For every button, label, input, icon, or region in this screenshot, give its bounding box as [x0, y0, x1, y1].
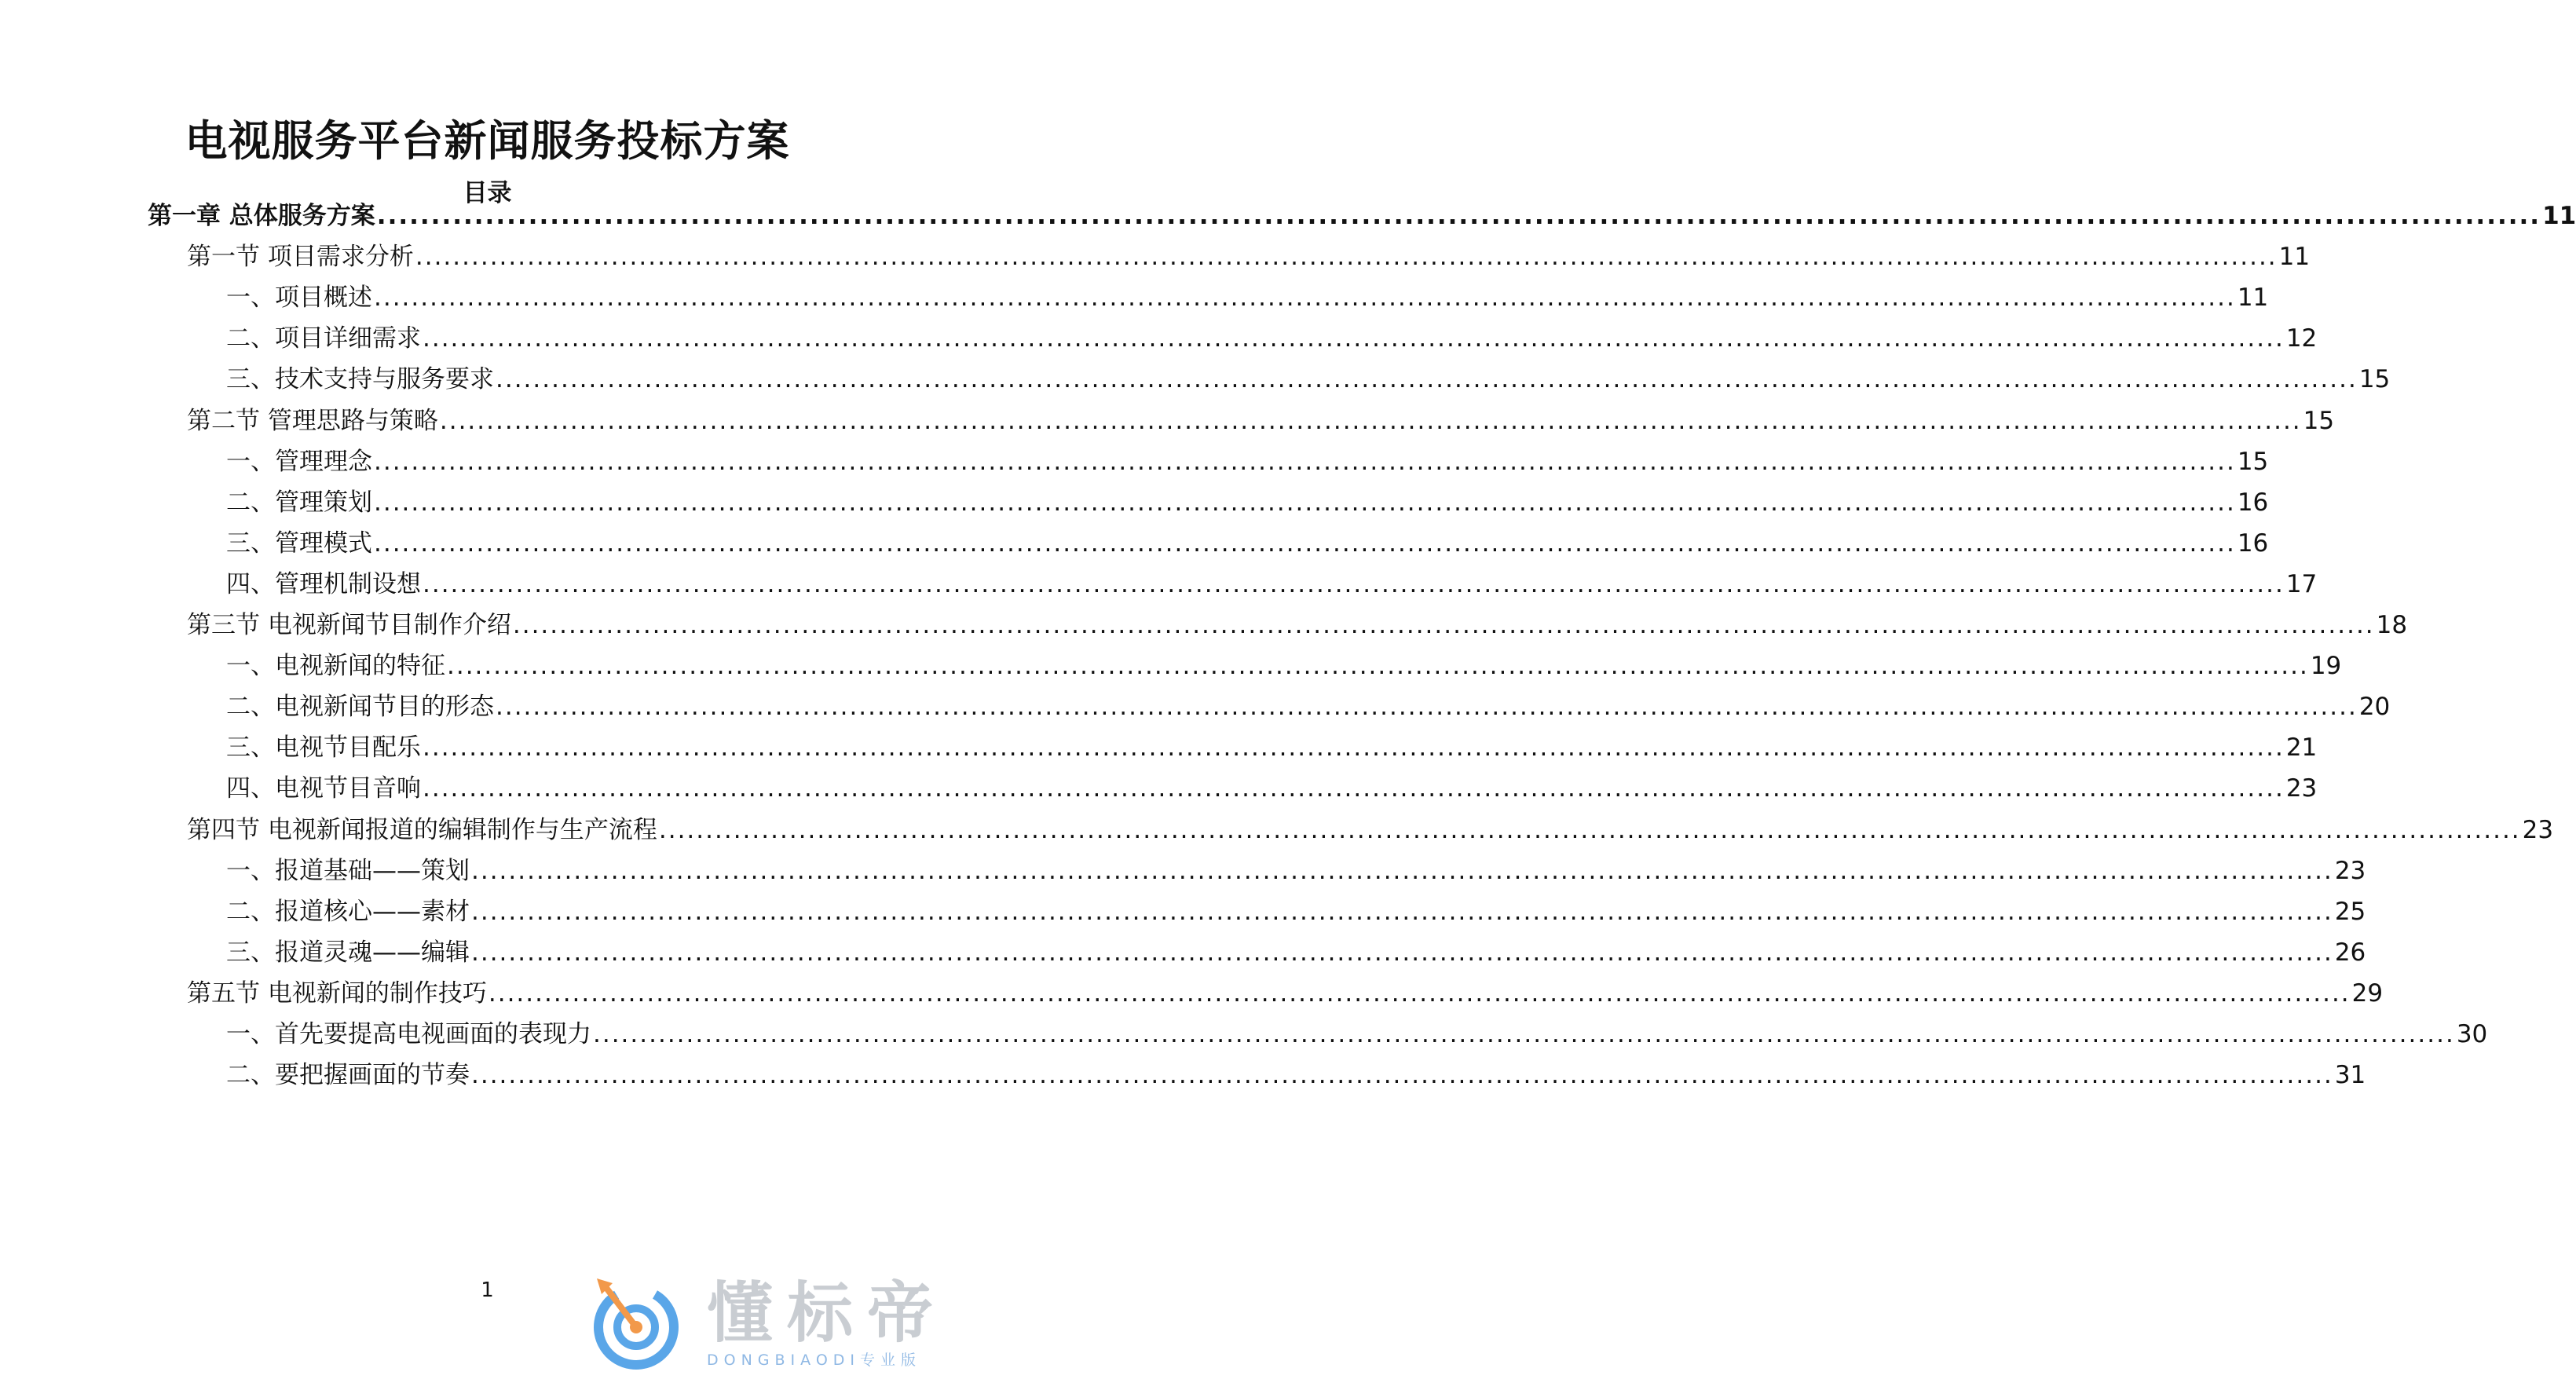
- toc-entry-page: 17: [2285, 569, 2318, 598]
- toc-entry-title: 二、项目详细需求: [226, 324, 421, 353]
- toc-dot-leader: ........................................................................................................................................................................................................: [423, 324, 2285, 353]
- toc-entry[interactable]: [226, 483, 2269, 519]
- toc-entry[interactable]: [187, 401, 2335, 437]
- toc-entry[interactable]: [187, 605, 2408, 642]
- toc-entry[interactable]: [226, 892, 2366, 928]
- toc-entry-title: 三、报道灵魂——编辑: [226, 938, 470, 967]
- toc-entry-title: 四、电视节目音响: [226, 774, 421, 803]
- toc-entry[interactable]: [226, 278, 2269, 314]
- toc-dot-leader: ........................................................................................................................................................................................................: [471, 897, 2333, 926]
- toc-entry[interactable]: [226, 728, 2318, 764]
- toc-entry-title: 二、管理策划: [226, 488, 372, 517]
- toc-entry[interactable]: [226, 851, 2366, 887]
- toc-entry-title: 第一章 总体服务方案: [148, 202, 375, 230]
- toc-entry-title: 第一节 项目需求分析: [187, 243, 414, 272]
- toc-entry[interactable]: [187, 974, 2384, 1010]
- toc-dot-leader: ........................................................................................................................................................................................................: [374, 283, 2236, 313]
- toc-dot-leader: ........................................................................................................................................................................................................: [376, 202, 2541, 230]
- toc-entry-page: 23: [2522, 815, 2554, 844]
- toc-entry[interactable]: [226, 565, 2318, 601]
- toc-entry-page: 23: [2334, 856, 2366, 885]
- toc-entry-title: 一、报道基础——策划: [226, 856, 470, 885]
- toc-entry[interactable]: [226, 1015, 2488, 1051]
- toc-entry[interactable]: [226, 646, 2342, 682]
- toc-entry-title: 三、管理模式: [226, 529, 372, 558]
- toc-entry-page: 29: [2351, 978, 2384, 1008]
- toc-entry[interactable]: [187, 810, 2554, 847]
- toc-entry-page: 15: [2237, 447, 2269, 476]
- toc-entry-title: 一、电视新闻的特征: [226, 652, 445, 681]
- toc-entry-page: 11: [2237, 283, 2269, 313]
- toc-entry-title: 第三节 电视新闻节目制作介绍: [187, 611, 511, 639]
- toc-entry-title: 二、报道核心——素材: [226, 897, 470, 926]
- toc-entry-page: 16: [2237, 488, 2269, 517]
- target-logo-icon: [589, 1272, 687, 1370]
- toc-entry-page: 21: [2285, 733, 2318, 763]
- toc-entry[interactable]: [226, 360, 2391, 396]
- toc-entry-title: 二、电视新闻节目的形态: [226, 693, 494, 722]
- toc-entry-page: 25: [2334, 897, 2366, 926]
- toc-entry-page: 19: [2310, 652, 2342, 681]
- toc-entry[interactable]: [187, 237, 2311, 273]
- toc-dot-leader: ........................................................................................................................................................................................................: [415, 243, 2278, 272]
- toc-dot-leader: ........................................................................................................................................................................................................: [374, 447, 2236, 476]
- toc-dot-leader: ........................................................................................................................................................................................................: [471, 938, 2333, 967]
- toc-entry-page: 30: [2456, 1020, 2488, 1048]
- toc-heading: 目录: [463, 179, 512, 207]
- toc-entry-page: 11: [2542, 202, 2576, 230]
- toc-entry-page: 15: [2358, 365, 2391, 394]
- toc-dot-leader: ........................................................................................................................................................................................................: [593, 1020, 2455, 1048]
- toc-entry-title: 一、项目概述: [226, 283, 372, 313]
- watermark-subtitle: DONGBIAODI专业版: [707, 1352, 922, 1369]
- toc-entry-page: 11: [2278, 243, 2311, 272]
- toc-entry[interactable]: [226, 319, 2318, 355]
- toc-entry-title: 四、管理机制设想: [226, 569, 421, 598]
- toc-dot-leader: ........................................................................................................................................................................................................: [423, 774, 2285, 803]
- toc-entry-title: 第二节 管理思路与策略: [187, 406, 438, 435]
- toc-dot-leader: ........................................................................................................................................................................................................: [471, 856, 2333, 885]
- toc-entry-title: 三、电视节目配乐: [226, 733, 421, 763]
- toc-entry[interactable]: [226, 524, 2269, 560]
- watermark-brand: 懂标帝: [707, 1275, 948, 1352]
- toc-entry[interactable]: [148, 196, 2576, 232]
- toc-entry[interactable]: [226, 933, 2366, 969]
- toc-entry[interactable]: [226, 769, 2318, 805]
- toc-dot-leader: ........................................................................................................................................................................................................: [447, 652, 2309, 681]
- toc-dot-leader: ........................................................................................................................................................................................................: [423, 569, 2285, 598]
- toc-entry-title: 三、技术支持与服务要求: [226, 365, 494, 394]
- toc-dot-leader: ........................................................................................................................................................................................................: [374, 488, 2236, 517]
- toc-dot-leader: ........................................................................................................................................................................................................: [512, 611, 2375, 639]
- toc-dot-leader: ........................................................................................................................................................................................................: [439, 406, 2302, 435]
- toc-entry-title: 二、要把握画面的节奏: [226, 1061, 470, 1090]
- page-number: 1: [481, 1278, 494, 1302]
- toc-dot-leader: ........................................................................................................................................................................................................: [488, 978, 2351, 1008]
- toc-dot-leader: ........................................................................................................................................................................................................: [423, 733, 2285, 763]
- toc-entry-page: 20: [2358, 693, 2391, 722]
- toc-entry-page: 15: [2303, 406, 2335, 435]
- watermark: [589, 1272, 958, 1374]
- toc-entry-page: 26: [2334, 938, 2366, 967]
- toc-entry-page: 31: [2334, 1061, 2366, 1090]
- toc-entry[interactable]: [226, 687, 2391, 723]
- toc-dot-leader: ........................................................................................................................................................................................................: [471, 1061, 2333, 1090]
- toc-entry-title: 一、管理理念: [226, 447, 372, 476]
- toc-dot-leader: ........................................................................................................................................................................................................: [496, 693, 2358, 722]
- toc-entry-page: 23: [2285, 774, 2318, 803]
- page-title: 电视服务平台新闻服务投标方案: [185, 116, 790, 166]
- toc-entry-page: 12: [2285, 324, 2318, 353]
- toc-entry-title: 一、首先要提高电视画面的表现力: [226, 1020, 591, 1048]
- toc-dot-leader: ........................................................................................................................................................................................................: [496, 365, 2358, 394]
- toc-entry[interactable]: [226, 442, 2269, 478]
- toc-entry-title: 第四节 电视新闻报道的编辑制作与生产流程: [187, 815, 657, 844]
- toc-entry[interactable]: [226, 1055, 2366, 1092]
- toc-entry-page: 18: [2376, 611, 2408, 639]
- toc-entry-title: 第五节 电视新闻的制作技巧: [187, 978, 487, 1008]
- toc-entry-page: 16: [2237, 529, 2269, 558]
- toc-dot-leader: ........................................................................................................................................................................................................: [374, 529, 2236, 558]
- toc-dot-leader: ........................................................................................................................................................................................................: [658, 815, 2521, 844]
